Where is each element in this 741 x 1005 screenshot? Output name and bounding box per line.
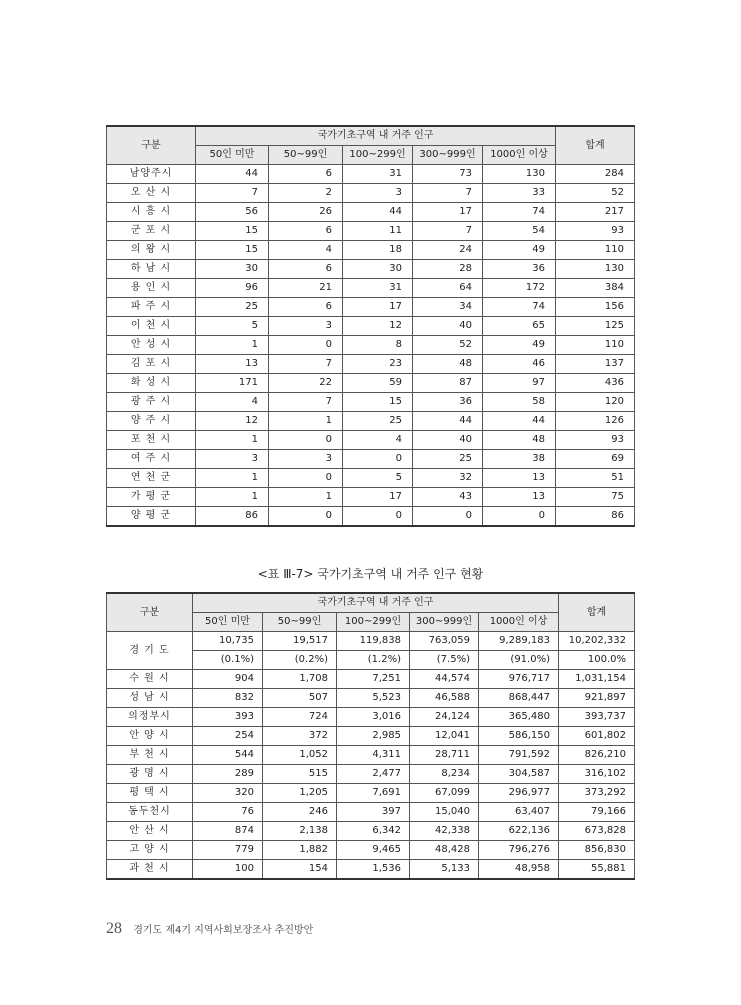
cell-value: 3 [196,450,269,469]
cell-total: 393,737 [559,708,635,727]
table-row [107,241,635,260]
cell-value: 1 [269,488,343,507]
cell-value: 4 [269,241,343,260]
table-row [107,860,635,880]
cell-value: 6 [269,298,343,317]
cell-value: 320 [193,784,263,803]
cell-value: 507 [263,689,337,708]
cell-value: 5 [196,317,269,336]
cell-total: 384 [556,279,635,298]
cell-total: 673,828 [559,822,635,841]
cell-total: 436 [556,374,635,393]
cell-value: 44 [343,203,413,222]
cell-value: 0 [269,469,343,488]
cell-value: 12 [343,317,413,336]
cell-value: 15 [343,393,413,412]
cell-value: 1 [196,488,269,507]
row-name: 양 주 시 [107,412,196,431]
cell-percent: (1.2%) [337,651,410,670]
table-row [107,450,635,469]
cell-value: 0 [343,450,413,469]
cell-value: 31 [343,165,413,184]
header-column: 50~99인 [269,146,343,165]
cell-total: 130 [556,260,635,279]
row-name: 안 성 시 [107,336,196,355]
cell-value: 38 [483,450,556,469]
row-name: 용 인 시 [107,279,196,298]
cell-value: 21 [269,279,343,298]
cell-value: 4 [196,393,269,412]
row-name: 양 평 군 [107,507,196,527]
header-population-group: 국가기초구역 내 거주 인구 [196,126,556,146]
table-row [107,393,635,412]
row-name: 여 주 시 [107,450,196,469]
cell-value: 18 [343,241,413,260]
cell-value: 393 [193,708,263,727]
cell-value: 52 [413,336,483,355]
cell-value: 56 [196,203,269,222]
cell-value: 36 [413,393,483,412]
cell-value: 97 [483,374,556,393]
cell-value: 296,977 [479,784,559,803]
row-name: 화 성 시 [107,374,196,393]
cell-value: 34 [413,298,483,317]
cell-value: 76 [193,803,263,822]
cell-value: 7 [269,355,343,374]
document-title: 경기도 제4기 지역사회보장조사 추진방안 [133,925,314,936]
cell-total: 126 [556,412,635,431]
row-name: 경 기 도 [107,632,193,670]
cell-value: 0 [269,336,343,355]
cell-value: 7,691 [337,784,410,803]
cell-value: 74 [483,298,556,317]
cell-value: 73 [413,165,483,184]
table-row [107,222,635,241]
cell-value: 48 [413,355,483,374]
cell-total: 373,292 [559,784,635,803]
cell-value: 65 [483,317,556,336]
page-footer [106,920,313,938]
cell-value: 832 [193,689,263,708]
cell-value: 7 [196,184,269,203]
cell-value: 13 [483,488,556,507]
table-row [107,765,635,784]
cell-value: 622,136 [479,822,559,841]
header-category: 구분 [107,593,193,632]
cell-value: 25 [196,298,269,317]
cell-value: 0 [343,507,413,527]
cell-value: 64 [413,279,483,298]
table-row [107,469,635,488]
cell-value: 59 [343,374,413,393]
cell-value: 1 [196,336,269,355]
cell-value: 33 [483,184,556,203]
cell-value: 30 [343,260,413,279]
row-name: 과 천 시 [107,860,193,880]
population-table-2 [106,592,635,880]
cell-value: 5,523 [337,689,410,708]
row-name: 성 남 시 [107,689,193,708]
row-name: 고 양 시 [107,841,193,860]
cell-value: 25 [413,450,483,469]
cell-value: 86 [196,507,269,527]
cell-value: 49 [483,241,556,260]
row-name: 평 택 시 [107,784,193,803]
cell-value: 17 [343,488,413,507]
cell-value: 372 [263,727,337,746]
cell-value: 304,587 [479,765,559,784]
cell-value: 779 [193,841,263,860]
table-row [107,803,635,822]
cell-value: 3 [343,184,413,203]
header-population-group: 국가기초구역 내 거주 인구 [193,593,559,613]
row-name: 가 평 군 [107,488,196,507]
cell-total: 75 [556,488,635,507]
cell-total: 137 [556,355,635,374]
header-total: 합계 [556,126,635,165]
cell-value: 48,428 [410,841,479,860]
cell-total: 316,102 [559,765,635,784]
cell-value: 31 [343,279,413,298]
cell-value: 15 [196,222,269,241]
cell-value: 17 [413,203,483,222]
cell-value: 15 [196,241,269,260]
row-name: 남양주시 [107,165,196,184]
row-name: 의 왕 시 [107,241,196,260]
cell-value: 32 [413,469,483,488]
table-row [107,184,635,203]
table-row [107,279,635,298]
row-name: 군 포 시 [107,222,196,241]
cell-value: 46,588 [410,689,479,708]
cell-value: 2,477 [337,765,410,784]
cell-value: 724 [263,708,337,727]
table-row [107,412,635,431]
cell-value: 28 [413,260,483,279]
cell-value: 11 [343,222,413,241]
cell-value: 289 [193,765,263,784]
table-row [107,374,635,393]
cell-total: 601,802 [559,727,635,746]
header-column: 1000인 이상 [479,613,559,632]
table-row [107,507,635,527]
cell-value: 976,717 [479,670,559,689]
row-name: 시 흥 시 [107,203,196,222]
cell-total: 1,031,154 [559,670,635,689]
cell-value: 6 [269,260,343,279]
cell-total: 110 [556,241,635,260]
header-column: 100~299인 [337,613,410,632]
cell-value: 23 [343,355,413,374]
cell-value: 7 [269,393,343,412]
cell-value: 1 [196,469,269,488]
cell-value: 904 [193,670,263,689]
cell-value: 763,059 [410,632,479,651]
table-row-gyeonggi [107,632,635,651]
cell-value: 22 [269,374,343,393]
cell-value: 13 [483,469,556,488]
cell-value: 5,133 [410,860,479,880]
cell-total: 156 [556,298,635,317]
header-column: 300~999인 [410,613,479,632]
table-row [107,355,635,374]
cell-value: 25 [343,412,413,431]
row-name: 동두천시 [107,803,193,822]
cell-total: 52 [556,184,635,203]
cell-value: 4,311 [337,746,410,765]
cell-value: 40 [413,317,483,336]
row-name: 광 주 시 [107,393,196,412]
cell-value: 40 [413,431,483,450]
cell-value: 1,708 [263,670,337,689]
row-name: 연 천 군 [107,469,196,488]
table-row [107,298,635,317]
cell-value: 397 [337,803,410,822]
cell-total: 69 [556,450,635,469]
row-name: 파 주 시 [107,298,196,317]
cell-total: 10,202,332 [559,632,635,651]
cell-value: 54 [483,222,556,241]
cell-value: 6,342 [337,822,410,841]
header-category: 구분 [107,126,196,165]
cell-value: 246 [263,803,337,822]
cell-value: 8,234 [410,765,479,784]
cell-value: 1,205 [263,784,337,803]
header-column: 50인 미만 [193,613,263,632]
cell-value: 365,480 [479,708,559,727]
header-column: 50인 미만 [196,146,269,165]
cell-value: 24,124 [410,708,479,727]
cell-value: 3 [269,450,343,469]
cell-value: 130 [483,165,556,184]
cell-value: 9,465 [337,841,410,860]
cell-value: 7,251 [337,670,410,689]
cell-percent: (91.0%) [479,651,559,670]
cell-value: 44,574 [410,670,479,689]
cell-value: 171 [196,374,269,393]
cell-value: 7 [413,222,483,241]
row-name: 수 원 시 [107,670,193,689]
cell-value: 6 [269,222,343,241]
header-column: 50~99인 [263,613,337,632]
cell-value: 3 [269,317,343,336]
cell-value: 44 [483,412,556,431]
cell-value: 791,592 [479,746,559,765]
cell-value: 4 [343,431,413,450]
table-row [107,203,635,222]
row-name: 의정부시 [107,708,193,727]
cell-value: 586,150 [479,727,559,746]
cell-value: 10,735 [193,632,263,651]
table-caption: <표 Ⅲ-7> 국가기초구역 내 거주 인구 현황 [257,567,484,581]
cell-total: 921,897 [559,689,635,708]
cell-value: 1,882 [263,841,337,860]
table-row [107,784,635,803]
cell-value: 13 [196,355,269,374]
cell-total: 826,210 [559,746,635,765]
table-row [107,165,635,184]
cell-value: 30 [196,260,269,279]
header-column: 1000인 이상 [483,146,556,165]
cell-value: 74 [483,203,556,222]
row-name: 부 천 시 [107,746,193,765]
table-row [107,431,635,450]
cell-value: 1 [269,412,343,431]
table-row [107,708,635,727]
header-column: 100~299인 [343,146,413,165]
table-row [107,822,635,841]
row-name: 오 산 시 [107,184,196,203]
table-row [107,746,635,765]
row-name: 이 천 시 [107,317,196,336]
cell-total: 110 [556,336,635,355]
cell-value: 7 [413,184,483,203]
cell-percent: (0.2%) [263,651,337,670]
table-row [107,841,635,860]
cell-value: 28,711 [410,746,479,765]
cell-value: 8 [343,336,413,355]
cell-value: 46 [483,355,556,374]
cell-percent: (0.1%) [193,651,263,670]
cell-value: 9,289,183 [479,632,559,651]
cell-value: 5 [343,469,413,488]
cell-value: 874 [193,822,263,841]
cell-total: 93 [556,222,635,241]
cell-value: 67,099 [410,784,479,803]
cell-value: 515 [263,765,337,784]
cell-value: 868,447 [479,689,559,708]
cell-value: 24 [413,241,483,260]
cell-value: 796,276 [479,841,559,860]
cell-value: 17 [343,298,413,317]
row-name: 광 명 시 [107,765,193,784]
cell-total: 93 [556,431,635,450]
cell-value: 154 [263,860,337,880]
cell-total: 79,166 [559,803,635,822]
cell-value: 1,536 [337,860,410,880]
cell-value: 12,041 [410,727,479,746]
cell-value: 6 [269,165,343,184]
cell-value: 12 [196,412,269,431]
cell-value: 15,040 [410,803,479,822]
cell-value: 254 [193,727,263,746]
cell-value: 0 [483,507,556,527]
cell-value: 63,407 [479,803,559,822]
cell-value: 119,838 [337,632,410,651]
cell-total: 284 [556,165,635,184]
cell-total: 125 [556,317,635,336]
cell-total: 86 [556,507,635,527]
cell-total: 51 [556,469,635,488]
population-table-1 [106,125,635,527]
cell-total: 217 [556,203,635,222]
cell-value: 36 [483,260,556,279]
cell-value: 0 [269,507,343,527]
table-row [107,488,635,507]
cell-value: 42,338 [410,822,479,841]
cell-total: 856,830 [559,841,635,860]
cell-value: 0 [269,431,343,450]
cell-total: 55,881 [559,860,635,880]
cell-value: 3,016 [337,708,410,727]
cell-value: 172 [483,279,556,298]
table-row [107,260,635,279]
cell-value: 48,958 [479,860,559,880]
cell-value: 2 [269,184,343,203]
row-name: 안 양 시 [107,727,193,746]
page-number: 28 [106,920,122,937]
cell-value: 43 [413,488,483,507]
cell-percent-total: 100.0% [559,651,635,670]
row-name: 하 남 시 [107,260,196,279]
row-name: 안 산 시 [107,822,193,841]
cell-value: 58 [483,393,556,412]
table-row [107,689,635,708]
cell-value: 0 [413,507,483,527]
cell-value: 2,138 [263,822,337,841]
cell-total: 120 [556,393,635,412]
table-row [107,317,635,336]
cell-value: 96 [196,279,269,298]
cell-value: 48 [483,431,556,450]
cell-value: 87 [413,374,483,393]
cell-value: 19,517 [263,632,337,651]
cell-value: 1 [196,431,269,450]
cell-value: 2,985 [337,727,410,746]
cell-value: 44 [196,165,269,184]
row-name: 포 천 시 [107,431,196,450]
cell-value: 100 [193,860,263,880]
cell-percent: (7.5%) [410,651,479,670]
cell-value: 44 [413,412,483,431]
cell-value: 1,052 [263,746,337,765]
table-row [107,670,635,689]
cell-value: 49 [483,336,556,355]
cell-value: 26 [269,203,343,222]
header-total: 합계 [559,593,635,632]
table-row [107,727,635,746]
table-row [107,336,635,355]
header-column: 300~999인 [413,146,483,165]
row-name: 김 포 시 [107,355,196,374]
cell-value: 544 [193,746,263,765]
